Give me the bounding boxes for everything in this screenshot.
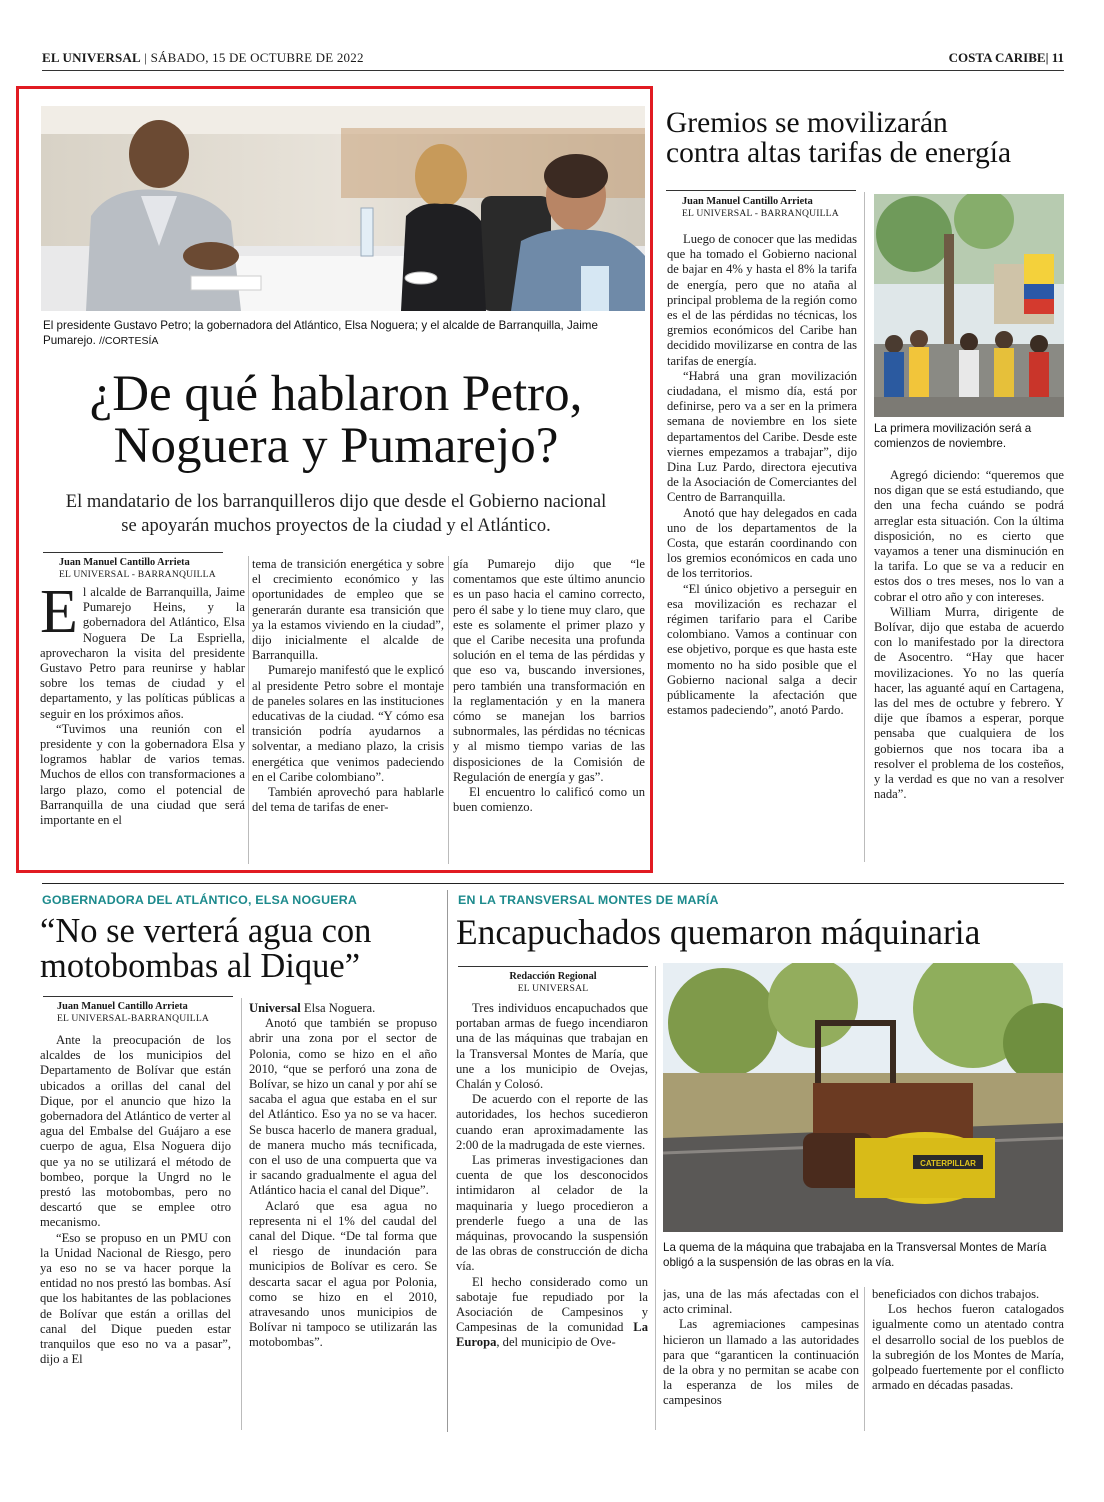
gremios-col1-p1: Luego de conocer que las medidas que ha tomado el Gobierno nacional de bajar en 4% y hasta el 8% la tarifa de energía, pero que no ataña al principal problema de la región como es el de las pérdidas no técnicas, los gremios económicos del Caribe han decidido movilizarse en contra de las tarifas de energía.: [667, 232, 857, 368]
section-rule: [42, 883, 1064, 884]
gremios-col1-p2: “Habrá una gran movilización ciudadana, el mismo día, está por definirse, pero va a ser en la primera semana de noviembre en los siete departamentos del Caribe. Desde este viernes empezamos a trabajar”, dijo Dina Luz Pardo, directora ejecutiva de la Asociación de Comerciantes del Centro de Barranquilla.: [667, 368, 857, 505]
dique-headline: [40, 914, 442, 984]
main-col2-p3: También aprovechó para hablarle del tema de tarifas de ener-: [252, 785, 444, 815]
encapuchados-column-3: [872, 1287, 1064, 1432]
gremios-col1-p4: “El único objetivo a perseguir en esa movilización es rechazar el régimen tarifario para el Caribe colombiano. Vamos a continuar con ese objetivo, porque es que hasta este momento no ha sido posible que el Gobierno nacional salga a decir públicamente la afectación que estamos padeciendo”, anotó Pardo.: [667, 581, 857, 718]
dique-column-2: [249, 1001, 437, 1431]
encapuchados-col1-p4: El hecho considerado como un sabotaje fue repudiado por la Asociación de Campesinos y Campesinas de la comunidad: [456, 1274, 648, 1335]
dique-col2-p1: Elsa Noguera.: [300, 1001, 376, 1015]
main-headline-line-2: Noguera y Pumarejo?: [113, 418, 559, 475]
main-column-2: [252, 557, 444, 865]
dique-byline-org: EL UNIVERSAL-BARRANQUILLA: [57, 1013, 210, 1024]
main-col2-p1: tema de transición energética y sobre el crecimiento económico y las oportunidades de empleo que se generarán durante esa transición que ya la estamos viviendo en la ciudad”, dijo inicialmente el alcalde de Barranquilla.: [252, 557, 444, 663]
dique-column-1: [40, 1033, 231, 1431]
main-photo-caption: [43, 318, 643, 349]
encapuchados-col2-p1: jas, una de las más afectadas con el acto criminal.: [663, 1287, 859, 1317]
encapuchados-col3-p2: Los hechos fueron catalogados igualmente como un atentado contra el desarrollo social de los pueblos de la subregión de los Montes de María, golpeado fuertemente por el conflicto armado en décadas pasadas.: [872, 1302, 1064, 1393]
encapuchados-byline-name: Redacción Regional: [509, 971, 597, 982]
encapuchados-byline-org: EL UNIVERSAL: [517, 983, 589, 994]
gremios-headline: [666, 108, 1086, 168]
gremios-byline: [682, 196, 862, 219]
gremios-photo-caption: La primera movilización será a comienzos de noviembre.: [874, 422, 1032, 450]
main-byline-rule: [43, 552, 223, 553]
encapuchados-byline-rule: [458, 966, 648, 967]
main-col3-p2: El encuentro lo calificó como un buen comienzo.: [453, 785, 645, 815]
main-dropcap: E: [40, 585, 78, 646]
encapuchados-column-divider-1: [655, 966, 656, 1430]
gremios-byline-name: Juan Manuel Cantillo Arrieta: [682, 196, 813, 207]
page-header-right: COSTA CARIBE| 11: [948, 50, 1064, 65]
gremios-headline-line-2: contra altas tarifas de energía: [666, 137, 1012, 170]
main-col3-p1: gía Pumarejo dijo que “le comentamos que este último anuncio es un paso hacia el camino correcto, pero él sabe y lo tiene muy claro, que este es solamente el primer plazo y que el Caribe necesita una profunda solución en el tema de las pérdidas y que eso va, buscando inversiones, pero también una transformación en la reglamentación y en la manera cómo se manejan los barrios subnormales, las pérdidas no técnicas y al mismo tiempo varias de las disposiciones de la Comisión de Regulación de energía y gas”.: [453, 557, 645, 784]
gremios-column-2: [874, 468, 1064, 864]
encapuchados-photo-caption: La quema de la máquina que trabajaba en la Transversal Montes de María obligó a la suspensión de las obras en la vía.: [663, 1241, 1047, 1269]
main-photo-credit: //CORTESÍA: [99, 335, 159, 347]
encapuchados-column-2: [663, 1287, 859, 1432]
protest-photo: [874, 194, 1064, 417]
encapuchados-col1-bold: La Europa: [456, 1320, 648, 1350]
dique-kicker: GOBERNADORA DEL ATLÁNTICO, ELSA NOGUERA: [42, 893, 358, 907]
page-number: 11: [1051, 50, 1064, 65]
main-col2-p2: Pumarejo manifestó que le explicó al presidente Petro sobre el montaje de paneles solares en las instituciones educativas de la ciudad. “Y cómo esa transición podría ayudarnos a solventar, a mediano plazo, la crisis energética que venimos padeciendo en el Caribe colombiano”.: [252, 663, 444, 784]
gremios-col1-p3: Anotó que hay delegados en cada uno de los departamentos de la Costa, que estarán coordinando con los gremios económicos en cada uno de los territorios.: [667, 505, 857, 581]
gremios-column-divider: [864, 192, 865, 862]
dique-col2-p3: Aclaró que esa agua no representa ni el 1% del caudal del canal del Dique. “De tal forma que el riesgo de inundación para municipios de Bolívar es cero. Se descarta sacar el agua por Polonia, como se hizo en el 2010, atravesando unos municipios de Bolívar ni tampoco se utilizarán las motobombas”.: [249, 1198, 437, 1350]
gremios-col2-p1: Agregó diciendo: “queremos que nos digan que se está estudiando, que den una fecha cuándo se podrá arreglar esta situación. Con la última disposición, no es cierto que vayamos a tener una disminución en la tarifa. Lo que se va a reducir en estos dos o tres meses, nos lo van a cobrar el otro año y con intereses.: [874, 468, 1064, 604]
protest-photo-icon: [874, 194, 1064, 417]
dique-headline-line-1: “No se verterá agua con: [40, 912, 372, 950]
section-name: COSTA CARIBE: [948, 50, 1046, 65]
main-byline: [59, 557, 229, 580]
burned-roller-photo-icon: [663, 963, 1063, 1232]
dique-byline-name: Juan Manuel Cantillo Arrieta: [57, 1001, 188, 1012]
gremios-col2-p2: William Murra, dirigente de Bolívar, dijo que estaba de acuerdo con lo manifestado por la directora de Asocentro. “Hay que hacer movilizaciones. Yo no las quería hacer, las aguanté aquí en Cartagena, las del mes de octubre y febrero. Y dije que íbamos a esperar, porque pensaba que cualquiera de los gobiernos que nos tocara iba a resolver el problema de los costeños, y la verdad es que no van a resolver nada”.: [874, 604, 1064, 802]
main-column-divider-2: [448, 556, 449, 864]
paper-name: EL UNIVERSAL: [42, 50, 141, 65]
gremios-byline-org: EL UNIVERSAL - BARRANQUILLA: [682, 208, 839, 219]
burned-roller-photo: [663, 963, 1063, 1232]
encapuchados-col1-p3: Las primeras investigaciones dan cuenta de que los desconocidos intimidaron al celador de la maquinaria y luego procedieron a prenderle fuego a una de las máquinas, provocando la suspensión de las obras de construcción de dicha vía.: [456, 1153, 648, 1274]
dique-col1-p1: Ante la preocupación de los alcaldes de los municipios del Departamento de Bolívar que están ubicados a orillas del canal del Dique, por el anuncio que hizo la gobernadora del Atlántico de verter al agua del Embalse del Guájaro a ese cuerpo de agua, Elsa Noguera dijo que ya no se utilizará el método de bombeo, porque la Ungrd no le prestó las motobombas, pero no descartó que se emplee otro mecanismo.: [40, 1033, 231, 1230]
page-header-left: EL UNIVERSAL | SÁBADO, 15 DE OCTUBRE DE 2022: [42, 50, 364, 65]
header-rule: [42, 70, 1064, 71]
encapuchados-col1-p1: Tres individuos encapuchados que portaban armas de fuego incendiaron una de las máquinas que trabajan en la Transversal Montes de María, que une a los municipio de Ovejas, Chalán y Colosó.: [456, 1001, 648, 1092]
dique-col1-p2: “Eso se propuso en un PMU con la Unidad Nacional de Riesgo, pero ya eso no se va hacer porque la entidad no nos prestó las bombas. Así que los habitantes de las poblaciones de Bolívar que están a orillas del canal del Dique pueden estar tranquilos que eso no va a pasar”, dijo a El: [40, 1230, 231, 1367]
main-col1-p1: l alcalde de Barranquilla, Jaime Pumarejo Heins, y la gobernadora del Atlántico, Elsa Noguera De La Espriella, aprovecharon la visita del presidente Gustavo Petro para reunirse y hablar sobre los temas de ciudad y el departamento, y las políticas públicas a seguir en los próximos años.: [40, 585, 245, 721]
meeting-photo: [41, 106, 645, 311]
encapuchados-byline: [458, 971, 648, 994]
encapuchados-col3-p1: beneficiados con dichos trabajos.: [872, 1287, 1040, 1301]
edition-date: SÁBADO, 15 DE OCTUBRE DE 2022: [150, 50, 364, 65]
gremios-headline-line-1: Gremios se movilizarán: [666, 107, 948, 139]
gremios-column-1: [667, 232, 857, 864]
meeting-photo-icon: [41, 106, 645, 311]
encapuchados-col1-p4-end: , del municipio de Ove-: [496, 1335, 616, 1350]
main-column-divider-1: [248, 556, 249, 864]
main-byline-org: EL UNIVERSAL - BARRANQUILLA: [59, 569, 216, 580]
gremios-byline-rule: [666, 190, 856, 191]
main-headline: [30, 366, 642, 475]
main-column-3: [453, 557, 645, 865]
dique-byline: [57, 1001, 247, 1024]
bottom-stories-divider: [447, 890, 448, 1432]
main-headline-line-1: ¿De qué hablaron Petro,: [89, 366, 583, 422]
dique-col2-p2: Anotó que también se propuso abrir una zona por el sector de Polonia, como se hizo en el año 2010, “que se perforó una zona de Bolívar, se hizo un canal y por ahí se sacaba el agua que estaba en el sur del Atlántico. Eso ya no se va hacer. Se busca hacerlo de manera gradual, de manera mucho más tecnificada, con el uso de una compuerta que va ir sacando gradualmente el agua del Atlántico hacia el canal del Dique”.: [249, 1016, 437, 1198]
main-column-1: [40, 585, 245, 865]
main-caption-text: El presidente Gustavo Petro; la gobernadora del Atlántico, Elsa Noguera; y el alcalde de Barranquilla, Jaime Pumarejo.: [43, 319, 598, 347]
encapuchados-column-divider-2: [864, 1287, 865, 1431]
encapuchados-col2-p2: Las agremiaciones campesinas hicieron un llamado a las autoridades para que “garanticen la continuación de la obra y no permitan se acabe con la esperanza de los miles de campesinos: [663, 1317, 859, 1408]
dique-byline-rule: [43, 996, 233, 997]
dique-column-divider: [241, 998, 242, 1430]
dique-headline-line-2: motobombas al Dique”: [40, 947, 361, 986]
main-subhead-line-2: se apoyarán muchos proyectos de la ciudad y el Atlántico.: [121, 516, 551, 536]
dique-col2-bold: Universal: [249, 1001, 301, 1015]
roller-brand-label: CATERPILLAR: [920, 1159, 976, 1168]
main-byline-name: Juan Manuel Cantillo Arrieta: [59, 557, 190, 568]
encapuchados-column-1: [456, 1001, 648, 1432]
encapuchados-headline: Encapuchados quemaron máquinaria: [456, 912, 981, 952]
main-subheadline: [30, 490, 642, 538]
main-subhead-line-1: El mandatario de los barranquilleros dijo que desde el Gobierno nacional: [65, 492, 607, 512]
encapuchados-kicker: EN LA TRANSVERSAL MONTES DE MARÍA: [458, 893, 719, 907]
encapuchados-col1-p2: De acuerdo con el reporte de las autoridades, los hechos sucedieron cuando eran aproximadamente las 2:00 de la madrugada de este viernes.: [456, 1092, 648, 1152]
main-col1-p2: “Tuvimos una reunión con el presidente y con la gobernadora Elsa y logramos hablar de varios temas. Muchos de ellos con transformaciones a largo plazo, como el potencial de Barranquilla de una ciudad que será importante en el: [40, 721, 245, 828]
